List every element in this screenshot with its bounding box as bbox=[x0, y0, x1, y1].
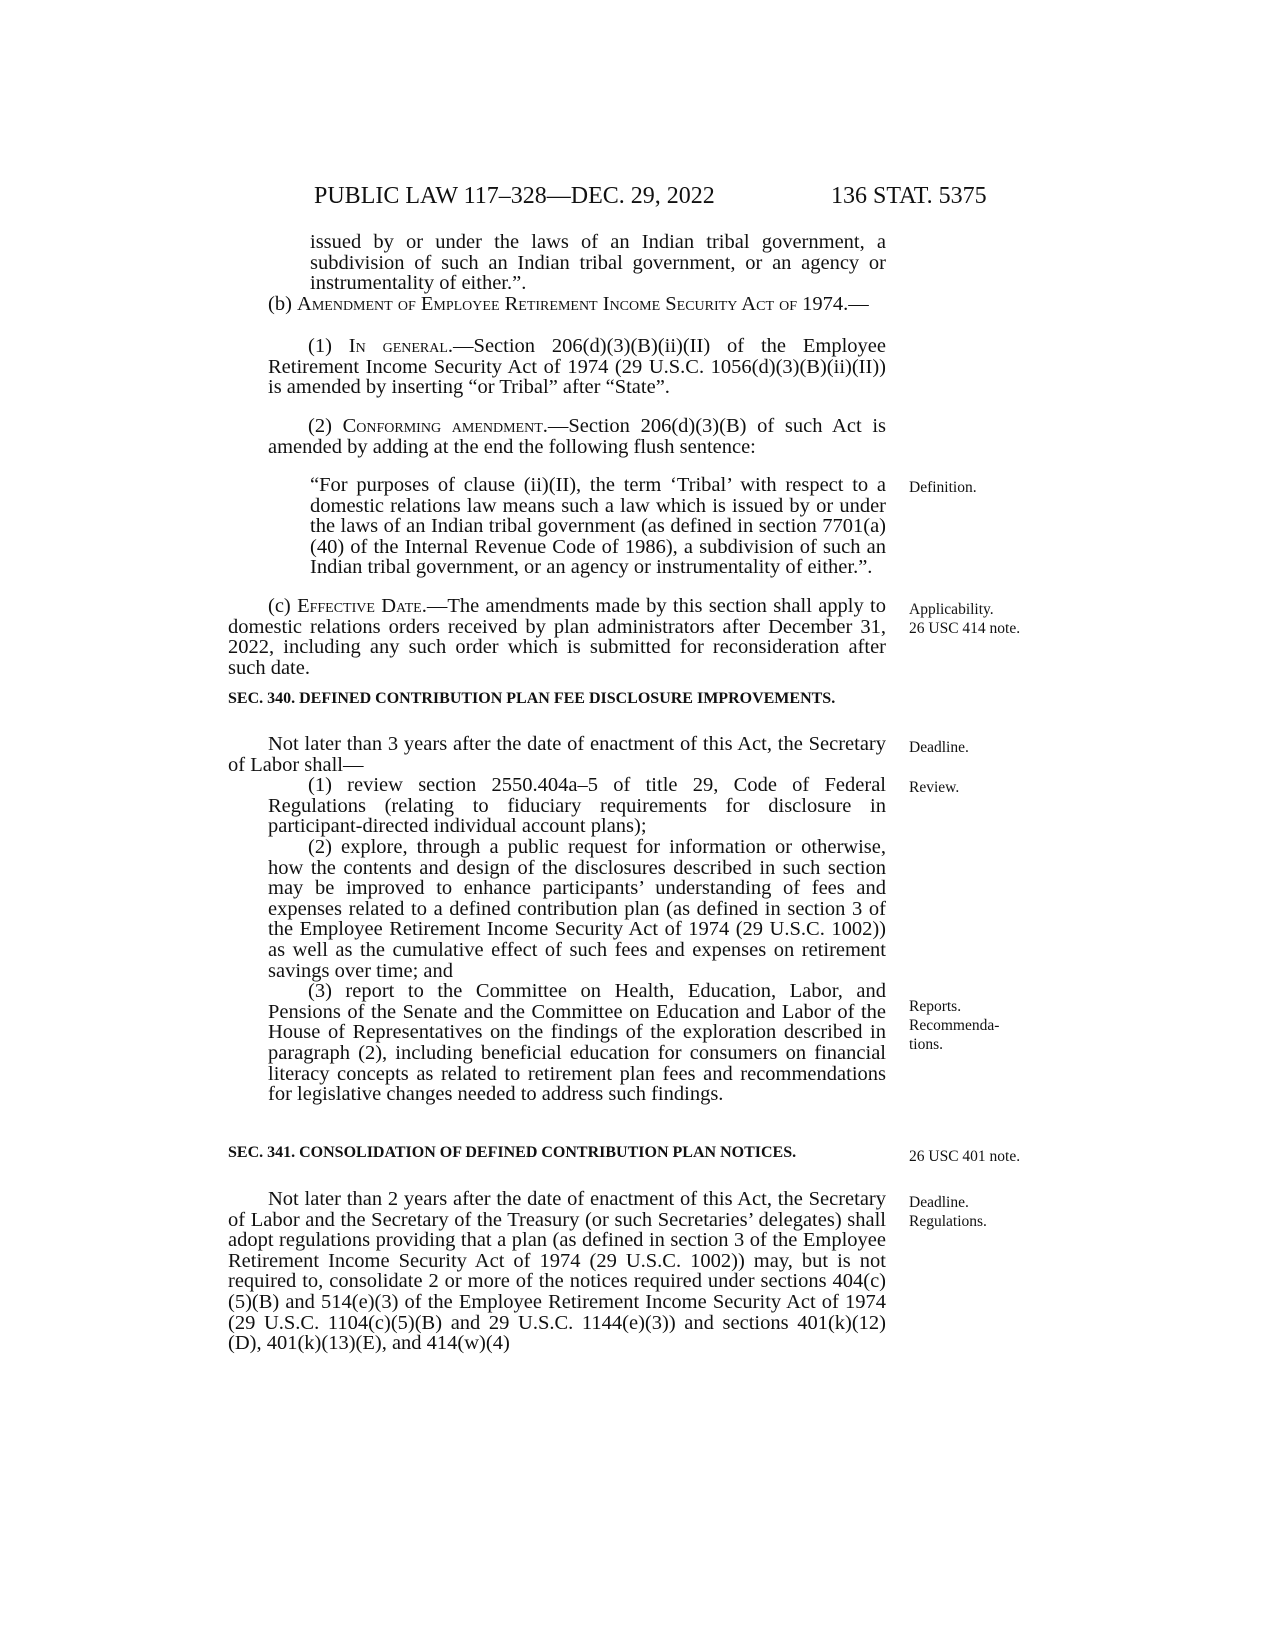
sec-340-intro: Not later than 3 years after the date of enactment of this Act, the Secretary of Labor shall— bbox=[228, 733, 886, 776]
running-header-title: PUBLIC LAW 117–328—DEC. 29, 2022 bbox=[314, 183, 715, 209]
paragraph-1-prefix: (1) bbox=[308, 335, 349, 357]
sec-340-title: SEC. 340. DEFINED CONTRIBUTION PLAN FEE DISCLOSURE IMPROVEMENTS. bbox=[228, 690, 836, 707]
section-340-body bbox=[228, 734, 886, 1105]
sec-340-item-3: (3) report to the Committee on Health, Education, Labor, and Pensions of the Senate and the Committee on Education and Labor of the House of Representatives on the findings of the exploration described in paragraph (2), including beneficial education for consumers on financial literacy concepts as related to retirement plan fees and recommendations for legislative changes needed to address such findings. bbox=[268, 980, 886, 1106]
margin-note-definition: Definition. bbox=[909, 479, 977, 496]
subsection-b bbox=[228, 294, 886, 315]
sec-341-title: SEC. 341. CONSOLIDATION OF DEFINED CONTRIBUTION PLAN NOTICES. bbox=[228, 1144, 797, 1161]
section-341-heading bbox=[228, 1143, 886, 1163]
margin-note-reports: Reports. bbox=[909, 998, 962, 1015]
paragraph-1-in-general bbox=[228, 336, 886, 398]
paragraph-2-text bbox=[228, 416, 886, 457]
margin-note-recommendations-cont: tions. bbox=[909, 1036, 944, 1053]
subsection-c bbox=[228, 596, 886, 678]
sec-340-item-1: (1) review section 2550.404a–5 of title 29, Code of Federal Regulations (relating to fiduciary requirements for disclosure in participant-directed individual account plans); bbox=[268, 774, 886, 838]
paragraph-2-prefix: (2) bbox=[308, 415, 343, 437]
subsection-c-body: .—The amendments made by this section shall apply to domestic relations orders received by plan administrators after December 31, 2022, including any such order which is submitted for reconsideration after such date. bbox=[228, 595, 886, 679]
subsection-c-heading: Effective Date bbox=[297, 595, 422, 617]
sec-341-text: Not later than 2 years after the date of enactment of this Act, the Secretary of Labor and the Secretary of the Treasury (or such Secretaries’ delegates) shall adopt regulations providing that a plan (as defined in section 3 of the Employee Retirement Income Security Act of 1974 (29 U.S.C. 1002)) may, but is not required to, consolidate 2 or more of the notices required under sections 404(c)(5)(B) and 514(e)(3) of the Employee Retirement Income Security Act of 1974 (29 U.S.C. 1104(c)(5)(B) and 29 U.S.C. 1144(e)(3)) and sections 401(k)(12)(D), 401(k)(13)(E), and 414(w)(4) bbox=[228, 1188, 886, 1355]
section-341-body bbox=[228, 1189, 886, 1354]
margin-note-regulations: Regulations. bbox=[909, 1213, 987, 1230]
margin-note-deadline: Deadline. bbox=[909, 739, 969, 756]
paragraph-2-heading: Conforming amendment bbox=[342, 415, 543, 437]
paragraph-tribal-definition-end bbox=[228, 232, 886, 294]
paragraph-1-text bbox=[228, 336, 886, 398]
paragraph-1-heading: In general bbox=[348, 335, 448, 357]
margin-note-deadline-2: Deadline. bbox=[909, 1194, 969, 1211]
text-p1: issued by or under the laws of an Indian tribal government, a subdivision of such an Indian tribal government, or an agency or instrumentality of either.”. bbox=[310, 231, 886, 295]
subsection-b-heading bbox=[228, 294, 886, 315]
statute-page-number: 136 STAT. 5375 bbox=[831, 183, 987, 209]
margin-note-usc-401: 26 USC 401 note. bbox=[909, 1148, 1021, 1165]
subsection-c-prefix: (c) bbox=[268, 595, 298, 617]
margin-note-review: Review. bbox=[909, 779, 960, 796]
section-340-heading bbox=[228, 689, 886, 709]
flush-sentence-quote bbox=[228, 475, 886, 578]
paragraph-1-body: .—Section 206(d)(3)(B)(ii)(II) of the Employee Retirement Income Security Act of 1974 (29 U.S.C. 1056(d)(3)(B)(ii)(II)) is amended by inserting “or Tribal” after “State”. bbox=[268, 335, 886, 399]
subsection-c-text bbox=[228, 596, 886, 678]
subsection-b-suffix: .— bbox=[843, 293, 869, 315]
margin-note-applicability: Applicability. bbox=[909, 601, 994, 618]
quote-text: “For purposes of clause (ii)(II), the term ‘Tribal’ with respect to a domestic relations law means such a law which is issued by or under the laws of an Indian tribal government (as defined in section 7701(a)(40) of the Internal Revenue Code of 1986), a subdivision of such an Indian tribal government, or an agency or instrumentality of either.”. bbox=[310, 474, 886, 579]
margin-note-usc-414: 26 USC 414 note. bbox=[909, 620, 1021, 637]
margin-note-recommendations: Recommenda- bbox=[909, 1017, 1000, 1034]
paragraph-2-body: .—Section 206(d)(3)(B) of such Act is amended by adding at the end the following flush sentence: bbox=[268, 415, 887, 458]
sec-340-item-2: (2) explore, through a public request for information or otherwise, how the contents and design of the disclosures described in such section may be improved to enhance participants’ understanding of fees and expenses related to a defined contribution plan (as defined in section 3 of the Employee Retirement Income Security Act of 1974 (29 U.S.C. 1002)) as well as the cumulative effect of such fees and expenses on retirement savings over time; and bbox=[268, 835, 886, 982]
subsection-b-prefix: (b) bbox=[268, 293, 298, 315]
subsection-b-title: Amendment of Employee Retirement Income Security Act of 1974 bbox=[297, 293, 844, 315]
paragraph-2-conforming bbox=[228, 416, 886, 457]
